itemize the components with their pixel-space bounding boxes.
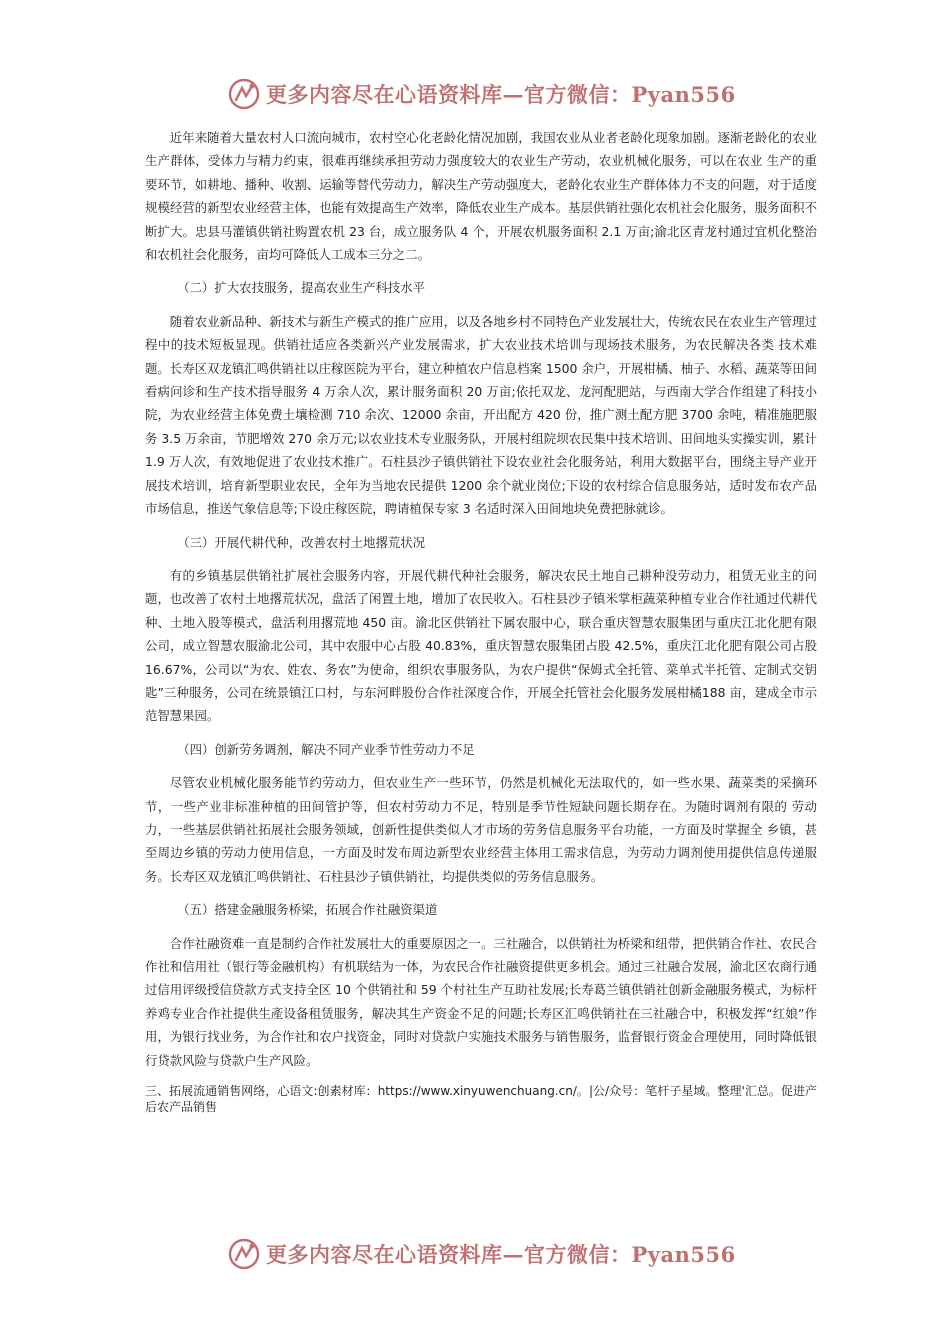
section-heading: （五）搭建金融服务桥梁，拓展合作社融资渠道 [177, 902, 438, 918]
closing-line: 三、拓展流通销售网络，心语文:创素材库：https://www.xinyuwenchuang.cn/。|公/众号：笔杆子星域。整理'汇总。促进产后农产品销售 [145, 1084, 817, 1115]
section-heading: （三）开展代耕代种，改善农村土地撂荒状况 [177, 534, 426, 550]
document-body [145, 126, 817, 1115]
footer-watermark-banner [226, 1234, 746, 1274]
header-watermark-banner [226, 74, 746, 114]
section-paragraph: 尽管农业机械化服务能节约劳动力，但农业生产一些环节，仍然是机械化无法取代的，如一些水果、蔬菜类的采摘环节，一些产业非标准种植的田间管护等，但农村劳动力不足，特别是季节性短缺问题长期存在。为随时调剂有限的 劳动力，一些基层供销社拓展社会服务领域，创新性提供类似人才市场的劳务信息服务平台功能，一方面及时掌握全 乡镇，甚至周边乡镇的劳动力使用信息，一方面及时发布周边新型农业经营主体用工需求信息，为劳动力调剂使用提供信息传递服务。长寿区双龙镇汇鸣供销社、石柱县沙子镇供销社，均提供类似的劳务信息服务。 [145, 775, 817, 884]
banner-text: 更多内容尽在心语资料库—官方微信：Pyan556 [266, 1242, 736, 1267]
logo-icon [226, 1236, 262, 1272]
section-paragraph: 有的乡镇基层供销社扩展社会服务内容，开展代耕代种社会服务，解决农民土地自己耕种没劳动力，租赁无业主的问题，也改善了农村土地撂荒状况，盘活了闲置土地，增加了农民收入。石柱县沙子镇米掌柜蔬菜种植专业合作社通过代耕代种、土地入股等模式，盘活利用撂荒地 450 亩。渝北区供销社下属农服中心，联合重庆智慧农服集团与重庆江北化肥有限公司，成立智慧农服渝北公司，其中农服中心占股 40.83%，重庆智慧农服集团占股 42.5%，重庆江北化肥有限公司占股 16.67%，公司以“为农、姓农、务农”为使命，组织农事服务队，为农户提供“保姆式全托管、菜单式半托管、定制式交钥匙”三种服务，公司在统景镇江口村，与东河畔股份合作社深度合作，开展全托管社会化服务发展柑橘188 亩，建成全市示范智慧果园。 [145, 567, 817, 724]
banner-text: 更多内容尽在心语资料库—官方微信：Pyan556 [266, 82, 736, 107]
section-paragraph: 合作社融资难一直是制约合作社发展壮大的重要原因之一。三社融合，以供销社为桥梁和纽带，把供销合作社、农民合作社和信用社（银行等金融机构）有机联结为一体，为农民合作社融资提供更多机会。通过三社融合发展，渝北区农商行通过信用评级授信贷款方式支持全区 10 个供销社和 59 个村社生产互助社发展;长寿葛兰镇供销社创新金融服务模式，为标杆养鸡专业合作社提供生產设备租赁服务，解决其生产资金不足的问题;长寿区汇鸣供销社在三社融合中，积极发挥“红娘”作用，为银行找业务，为合作社和农户找资金，同时对贷款户实施技术服务与销售服务，监督银行资金合理使用，同时降低银行贷款风险与贷款户生产风险。 [145, 935, 817, 1068]
intro-paragraph: 近年来随着大量农村人口流向城市，农村空心化老龄化情况加剧，我国农业从业者老龄化现象加剧。逐渐老龄化的农业生产群体，受体力与精力约束，很难再继续承担劳动力强度较大的农业生产劳动，农业机械化服务，可以在农业 生产的重要环节，如耕地、播种、收割、运输等替代劳动力，解决生产劳动强度大，老龄化农业生产群体体力不支的问题，对于适度规模经营的新型农业经营主体，也能有效提高生产效率，降低农业生产成本。基层供销社强化农机社会化服务，服务面积不断扩大。忠县马灌镇供销社购置农机 23 台，成立服务队 4 个，开展农机服务面积 2.1 万亩;渝北区青龙村通过宜机化整治和农机社会化服务，亩均可降低人工成本三分之二。 [145, 130, 817, 263]
section-paragraph: 随着农业新品种、新技术与新生产模式的推广应用，以及各地乡村不同特色产业发展壮大，传统农民在农业生产管理过程中的技术短板显现。供销社适应各类新兴产业发展需求，扩大农业技术培训与现场技术服务，为农民解决各类 技术难题。长寿区双龙镇汇鸣供销社以庄稼医院为平台，建立种植农户信息档案 1500 余户，开展柑橘、柚子、水稻、蔬菜等田间看病问诊和生产技术指导服务 4 万余人次，累计服务面积 20 万亩;依托双龙、龙河配肥站，与西南大学合作组建了科技小院，为农业经营主体免费土壤检测 710 余次、12000 余亩，开出配方 420 份，推广测土配方肥 3700 余吨，精准施肥服务 3.5 万余亩，节肥增效 270 余万元;以农业技术专业服务队，开展村组院坝农民集中技术培训、田间地头实操实训，累计 1.9 万人次，有效地促进了农业技术推广。石柱县沙子镇供销社下设农业社会化服务站，利用大数据平台，围绕主导产业开展技术培训，培育新型职业农民，全年为当地农民提供 1200 余个就业岗位;下设的农村综合信息服务站，适时发布农产品市场信息，推送气象信息等;下设庄稼医院，聘请植保专家 3 名适时深入田间地块免费把脉就诊。 [145, 313, 817, 517]
section-heading: （二）扩大农技服务，提高农业生产科技水平 [177, 280, 426, 296]
logo-icon [226, 76, 262, 112]
section-heading: （四）创新劳务调剂，解决不同产业季节性劳动力不足 [177, 741, 475, 757]
